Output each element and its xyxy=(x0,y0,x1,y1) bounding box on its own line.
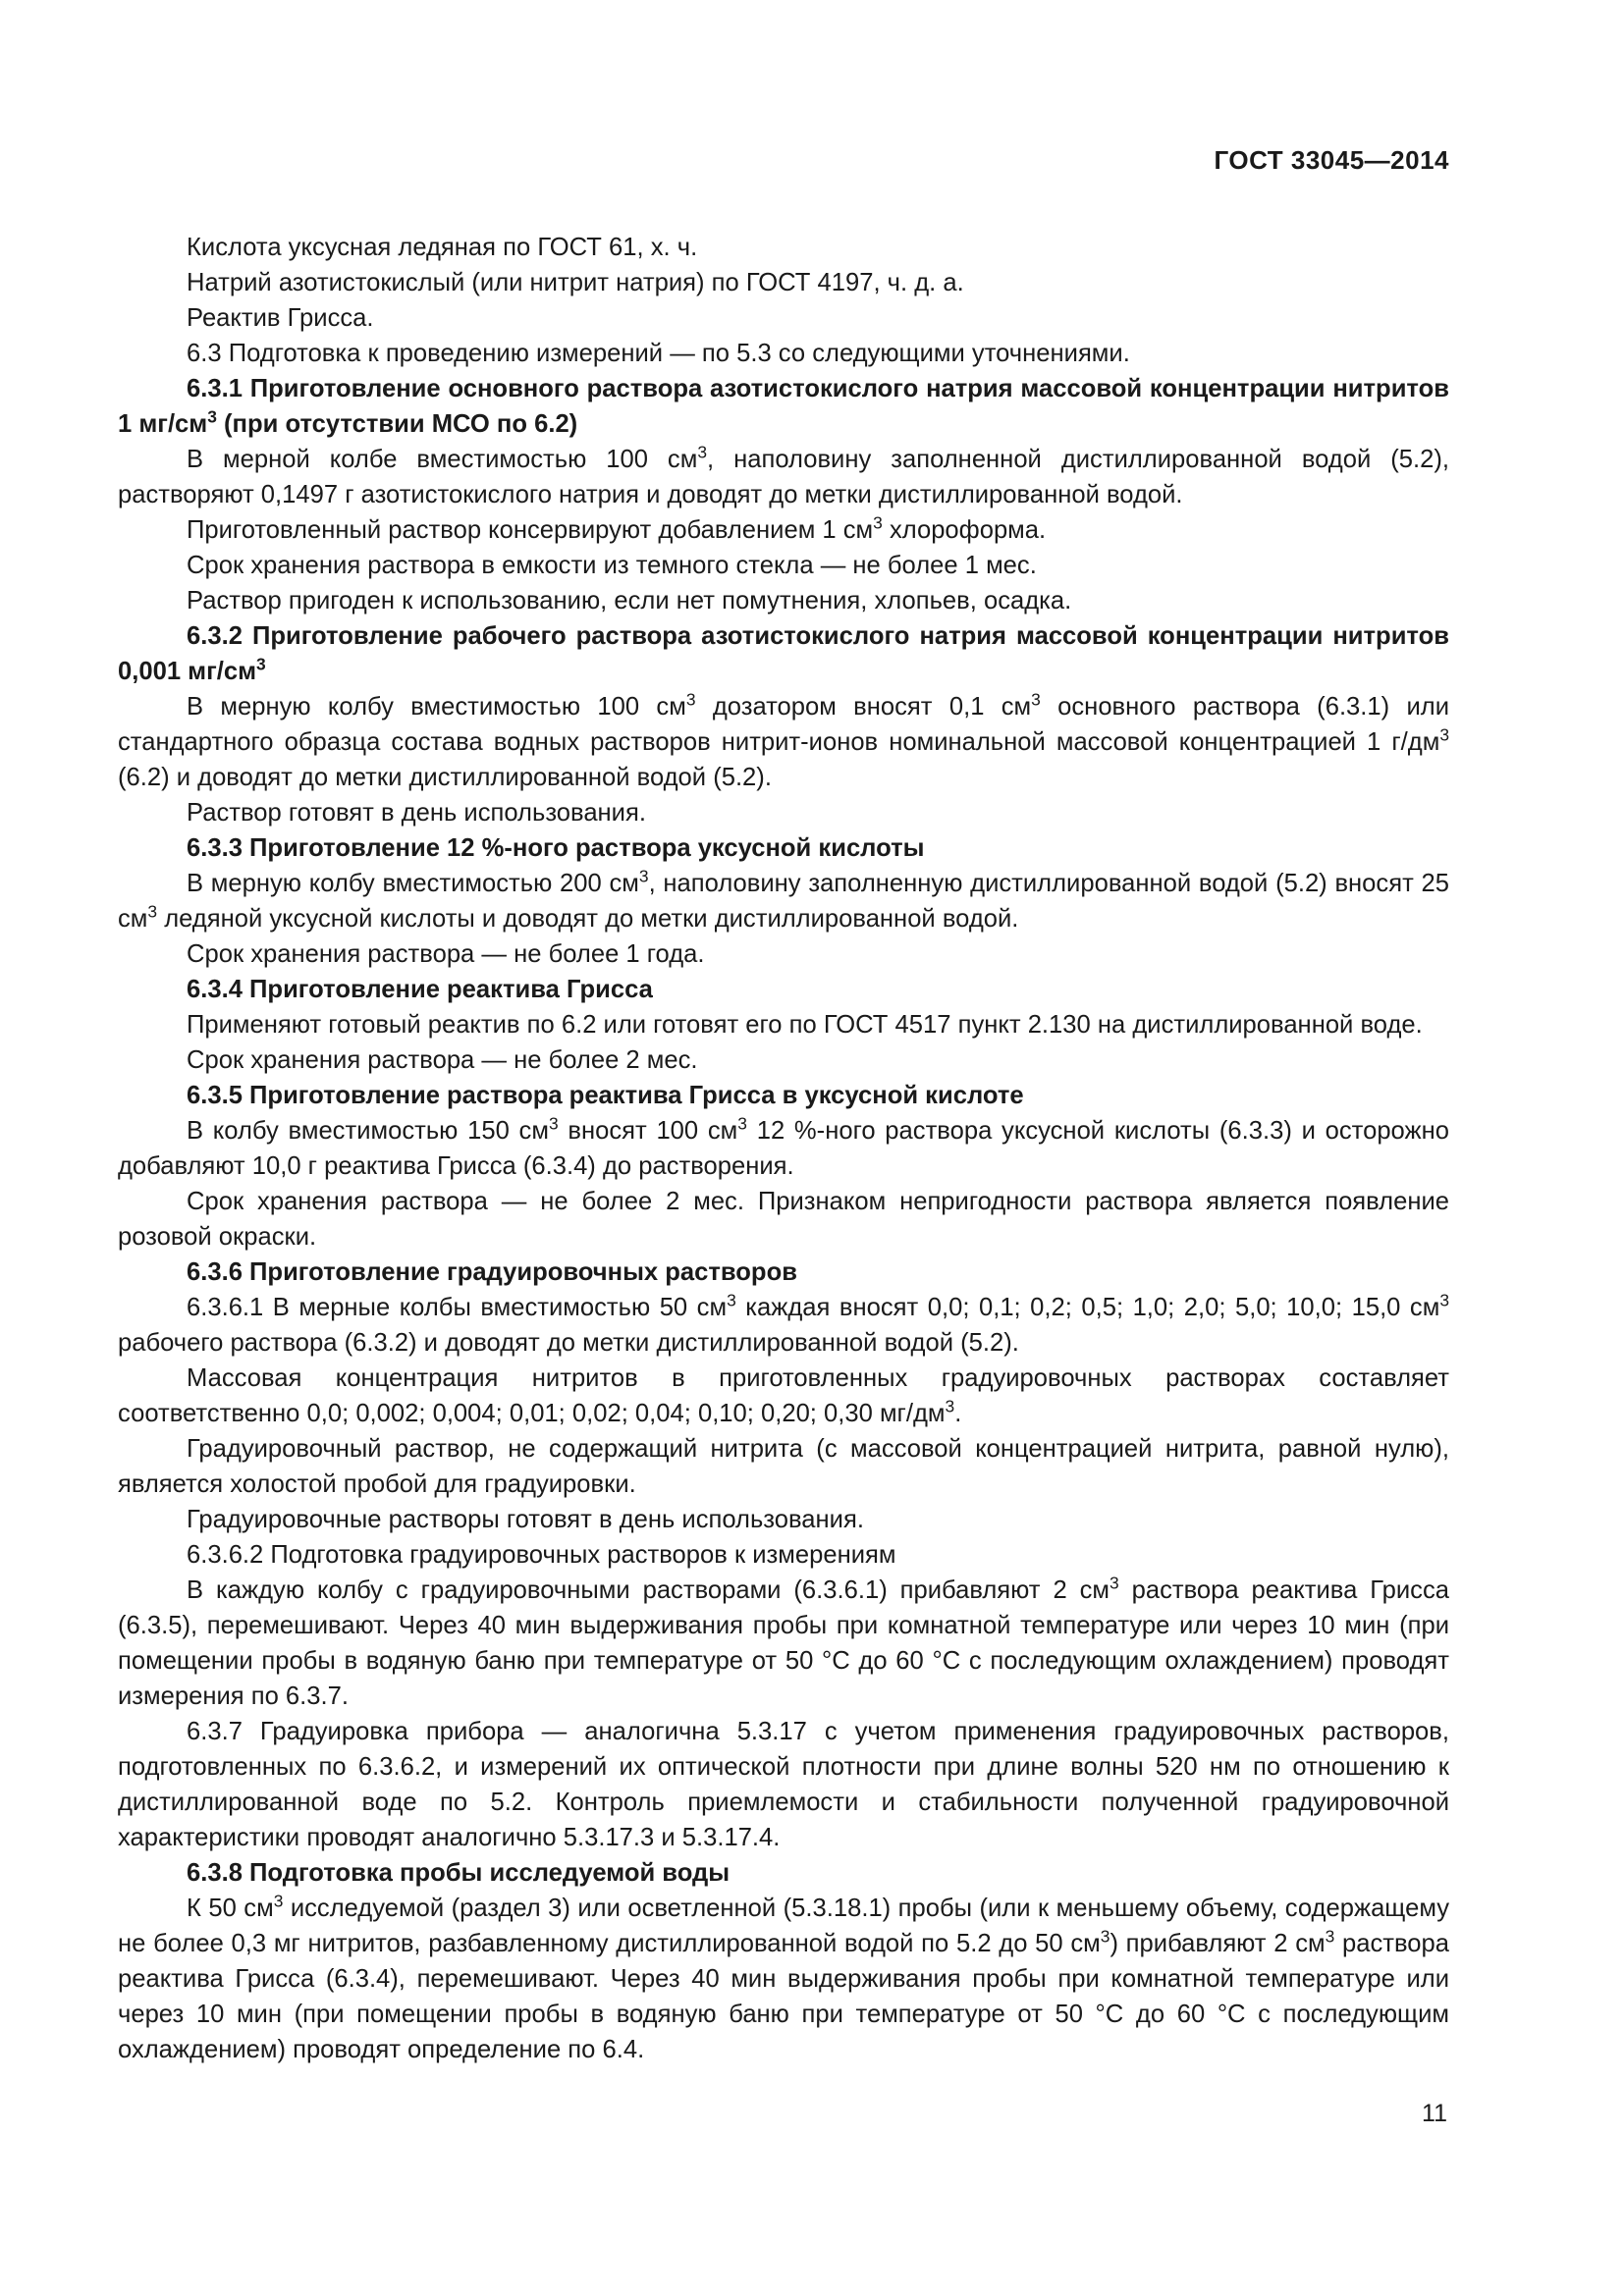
paragraph: 6.3.7 Градуировка прибора — аналогична 5.3.17 с учетом применения градуировочных растворов, подготовленных по 6.3.6.2, и измерений их оптической плотности при длине волны 520 нм по отношению к дистиллированной воде по 5.2. Контроль приемлемости и стабильности полученной градуировочной характеристики проводят аналогично 5.3.17.3 и 5.3.17.4. xyxy=(118,1718,1449,1851)
paragraph: Реактив Грисса. xyxy=(187,304,374,332)
paragraph: Градуировочный раствор, не содержащий нитрита (с массовой концентрацией нитрита, равной нулю), является холостой пробой для градуировки. xyxy=(118,1435,1449,1498)
paragraph: В мерной колбе вместимостью 100 $см^3$, наполовину заполненной дистиллированной водой (5.2), растворяют 0,1497 г азотистокислого натрия и доводят до метки дистиллированной водой. xyxy=(118,442,1449,508)
paragraph: 6.3.6.1 В мерные колбы вместимостью 50 $см^3$ каждая вносят 0,0; 0,1; 0,2; 0,5; 1,0; 2,0; 5,0; 10,0; 15,0 $см^3$ рабочего раствора (6.3.2) и доводят до метки дистиллированной водой (5.2). xyxy=(118,1290,1449,1357)
page-number: 11 xyxy=(1422,2100,1447,2127)
paragraph: Срок хранения раствора в емкости из темного стекла — не более 1 мес. xyxy=(187,552,1037,579)
paragraph: Срок хранения раствора — не более 2 мес. xyxy=(187,1046,698,1074)
paragraph: Раствор готовят в день использования. xyxy=(187,799,646,827)
paragraph: В каждую колбу с градуировочными растворами (6.3.6.1) прибавляют 2 $см^3$ раствора реактива Грисса (6.3.5), перемешивают. Через 40 мин выдерживания пробы при комнатной температуре или через 10 мин (при помещении пробы в водяную баню при температуре от 50 °С до 60 °С с последующим охлаждением) проводят измерения по 6.3.7. xyxy=(118,1573,1450,1710)
paragraph: Кислота уксусная ледяная по ГОСТ 61, х. ч. xyxy=(187,234,698,261)
paragraph: Раствор пригоден к использованию, если нет помутнения, хлопьев, осадка. xyxy=(187,587,1072,614)
paragraph: Приготовленный раствор консервируют добавлением 1 $см^3$ хлороформа. xyxy=(187,512,1047,544)
section-heading: 6.3.3 Приготовление 12 %-ного раствора уксусной кислоты xyxy=(187,834,925,862)
paragraph: В колбу вместимостью 150 $см^3$ вносят 100 $см^3$ 12 %-ного раствора уксусной кислоты (6.3.3) и осторожно добавляют 10,0 г реактива Грисса (6.3.4) до растворения. xyxy=(118,1113,1449,1180)
paragraph: В мерную колбу вместимостью 200 $см^3$, наполовину заполненную дистиллированной водой (5.2) вносят 25 $см^3$ ледяной уксусной кислоты и доводят до метки дистиллированной водой. xyxy=(118,866,1450,933)
document-header: ГОСТ 33045—2014 xyxy=(1214,145,1449,175)
paragraph: Массовая концентрация нитритов в приготовленных градуировочных растворах составляет соответственно 0,0; 0,002; 0,004; 0,01; 0,02; 0,04; 0,10; 0,20; 0,30 $мг/дм^3$. xyxy=(118,1364,1449,1427)
paragraph: Градуировочные растворы готовят в день использования. xyxy=(187,1506,864,1533)
paragraph: Срок хранения раствора — не более 1 года. xyxy=(187,940,705,968)
paragraph: 6.3.6.2 Подготовка градуировочных растворов к измерениям xyxy=(187,1541,896,1569)
section-heading: 6.3.8 Подготовка пробы исследуемой воды xyxy=(187,1859,731,1887)
paragraph: Натрий азотистокислый (или нитрит натрия) по ГОСТ 4197, ч. д. а. xyxy=(187,269,964,296)
paragraph: В мерную колбу вместимостью 100 $см^3$ дозатором вносят 0,1 $см^3$ основного раствора (6.3.1) или стандартного образца состава водных растворов нитрит-ионов номинальной массовой концентрацией 1 $г/дм^3$ (6.2) и доводят до метки дистиллированной водой (5.2). xyxy=(118,689,1450,791)
section-heading: 6.3.5 Приготовление раствора реактива Грисса в уксусной кислоте xyxy=(187,1082,1024,1109)
paragraph: К 50 $см^3$ исследуемой (раздел 3) или осветленной (5.3.18.1) пробы (или к меньшему объему, содержащему не более 0,3 мг нитритов, разбавленному дистиллированной водой по 5.2 до 50 $см^3$) прибавляют 2 $см^3$ раствора реактива Грисса (6.3.4), перемешивают. Через 40 мин выдерживания пробы при комнатной температуре или через 10 мин (при помещении пробы в водяную баню при температуре от 50 °С до 60 °С с последующим охлаждением) проводят определение по 6.4. xyxy=(118,1891,1449,2063)
section-heading: 6.3.2 Приготовление рабочего раствора азотистокислого натрия массовой концентрации нитритов 0,001 $мг/см^3$ xyxy=(118,622,1449,685)
paragraph: Применяют готовый реактив по 6.2 или готовят его по ГОСТ 4517 пункт 2.130 на дистиллированной воде. xyxy=(187,1011,1423,1039)
section-heading: 6.3.6 Приготовление градуировочных растворов xyxy=(187,1258,797,1286)
section-heading: 6.3.1 Приготовление основного раствора азотистокислого натрия массовой концентрации нитритов 1 $мг/см^3$ (при отсутствии МСО по 6.2) xyxy=(118,375,1449,438)
section-heading: 6.3.4 Приготовление реактива Грисса xyxy=(187,976,653,1003)
document-body xyxy=(118,230,1449,2067)
paragraph: 6.3 Подготовка к проведению измерений — по 5.3 со следующими уточнениями. xyxy=(187,340,1130,367)
paragraph: Срок хранения раствора — не более 2 мес. Признаком непригодности раствора является появление розовой окраски. xyxy=(118,1188,1449,1251)
